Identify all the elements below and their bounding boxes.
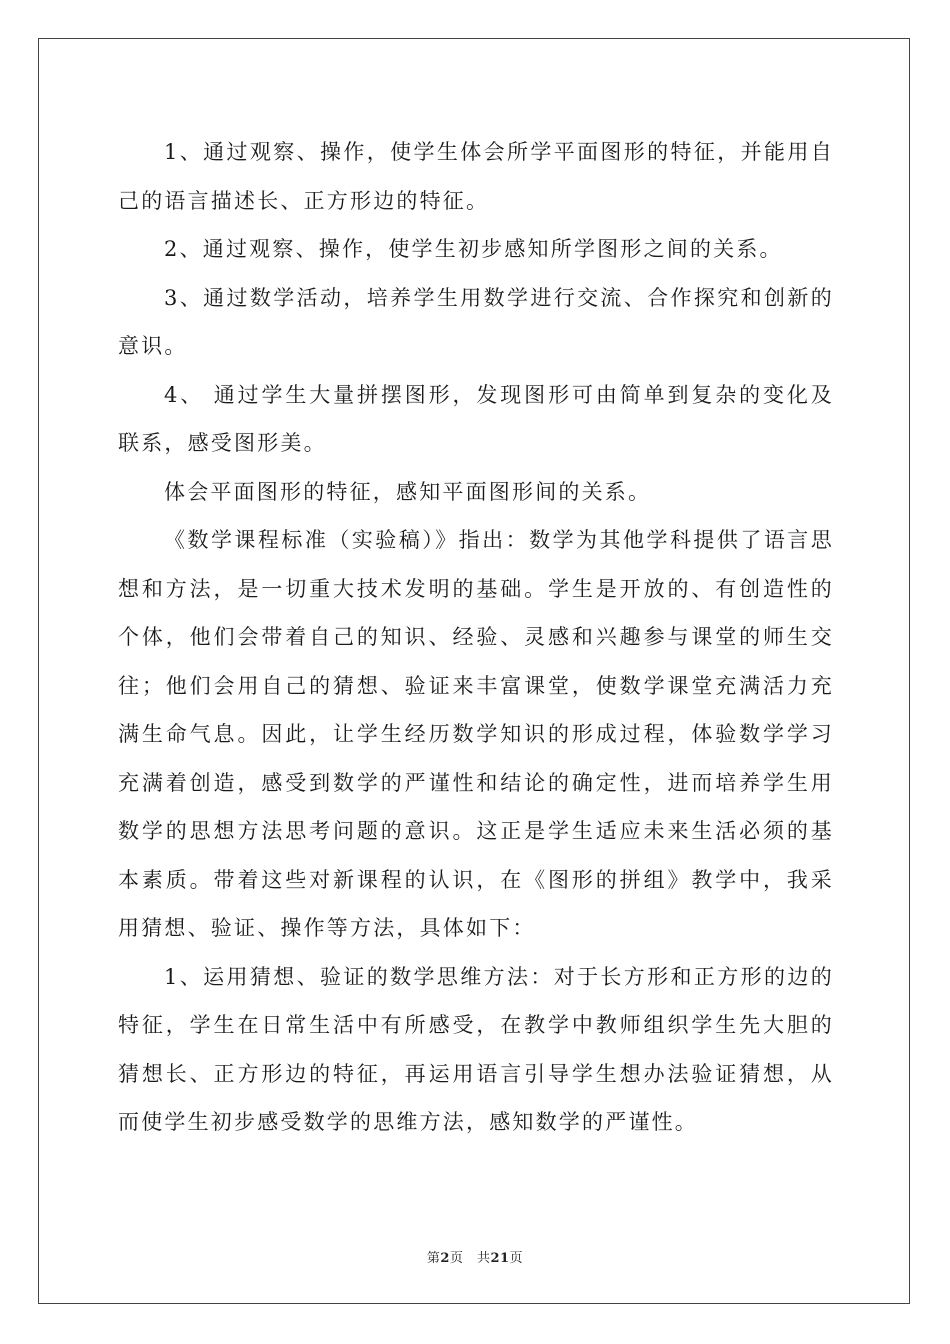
paragraph-objective-4: 4、 通过学生大量拼摆图形，发现图形可由简单到复杂的变化及联系，感受图形美。 (118, 382, 834, 455)
paragraph-objective-1: 1、通过观察、操作，使学生体会所学平面图形的特征，并能用自己的语言描述长、正方形边的特征。 (118, 140, 834, 213)
page-footer (0, 1247, 950, 1266)
paragraph-curriculum-standard: 《数学课程标准（实验稿）》指出：数学为其他学科提供了语言思想和方法，是一切重大技术发明的基础。学生是开放的、有创造性的个体，他们会带着自己的知识、经验、灵感和兴趣参与课堂的师生交往；他们会用自己的猜想、验证来丰富课堂，使数学课堂充满活力充满生命气息。因此，让学生经历数学知识的形成过程，体验数学学习充满着创造，感受到数学的严谨性和结论的确定性，进而培养学生用数学的思想方法思考问题的意识。这正是学生适应未来生活必须的基本素质。带着这些对新课程的认识，在《图形的拼组》教学中，我采用猜想、验证、操作等方法，具体如下： (118, 528, 834, 940)
footer-current-page: 2 (440, 1251, 450, 1266)
footer-prefix: 第 (426, 1251, 441, 1266)
paragraph-objective-2: 2、通过观察、操作，使学生初步感知所学图形之间的关系。 (164, 237, 783, 261)
footer-suffix: 页 (509, 1251, 524, 1266)
paragraph-key-point: 体会平面图形的特征，感知平面图形间的关系。 (164, 479, 652, 504)
document-body (118, 128, 834, 1147)
footer-total-pages: 21 (490, 1251, 510, 1266)
paragraph-method-1: 1、运用猜想、验证的数学思维方法：对于长方形和正方形的边的特征，学生在日常生活中有所感受，在教学中教师组织学生先大胆的猜想长、正方形边的特征，再运用语言引导学生想办法验证猜想，从而使学生初步感受数学的思维方法，感知数学的严谨性。 (118, 964, 834, 1134)
paragraph-objective-3: 3、通过数学活动，培养学生用数学进行交流、合作探究和创新的意识。 (118, 285, 834, 358)
footer-mid: 页 共 (449, 1251, 491, 1266)
